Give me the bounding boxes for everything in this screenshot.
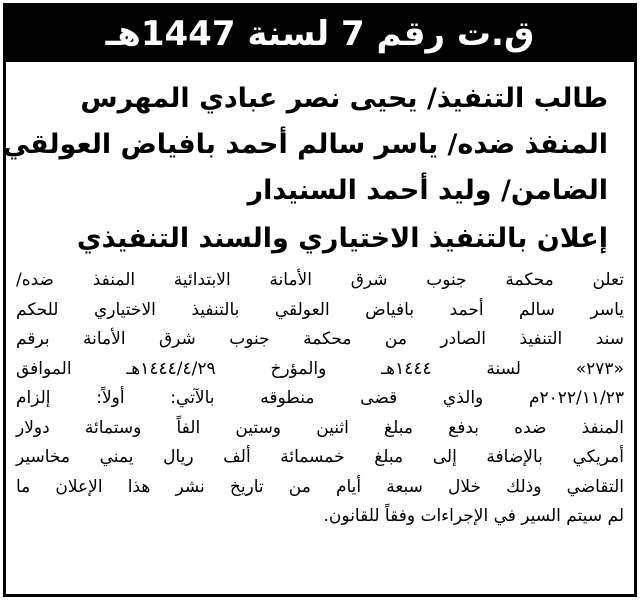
body-line: لم سيتم السير في الإجراءات وفقاً للقانون. xyxy=(323,506,624,526)
parties-block xyxy=(2,62,634,214)
body-line: ياسر سالم أحمد بافياض العولقي بالتنفيذ الاختياري للحكم xyxy=(16,299,624,320)
respondent-line: المنفذ ضده/ ياسر سالم أحمد بافياض العولقي xyxy=(2,129,608,160)
notice-header xyxy=(6,6,634,62)
announcement-title: إعلان بالتنفيذ الاختياري والسند التنفيذي xyxy=(76,223,608,254)
notice-body xyxy=(6,264,634,532)
body-line: أمريكي بالإضافة إلى مبلغ خمسمائة ألف ريال يمني مخاسير xyxy=(16,447,624,467)
guarantor-line: الضامن/ وليد أحمد السنيدار xyxy=(247,175,608,206)
body-line: ٢٠٢٢/١١/٢٣م والذي قضى منطوقه بالآتي: أولاً: إلزام xyxy=(16,388,624,408)
body-line: سند التنفيذ الصادر من محكمة جنوب شرق الأمانة برقم xyxy=(16,329,624,349)
body-line: المنفذ ضده بدفع مبلغ اثنين وستين الفاً وستمائة دولار xyxy=(16,417,624,438)
body-line: تعلن محكمة جنوب شرق الأمانة الابتدائية المنفذ ضده/ xyxy=(16,270,624,290)
body-line: «٢٧٣» لسنة ١٤٤٤هـ والمؤرخ ١٤٤٤/٤/٢٩هـ الموافق xyxy=(16,358,624,379)
legal-notice xyxy=(3,3,637,597)
body-line: التقاضي وذلك خلال سبعة أيام من تاريخ نشر هذا الإعلان ما xyxy=(16,476,624,497)
applicant-line: طالب التنفيذ/ يحيى نصر عبادي المهرس xyxy=(80,83,608,114)
case-number-title: ق.ت رقم 7 لسنة 1447هـ xyxy=(105,14,535,54)
